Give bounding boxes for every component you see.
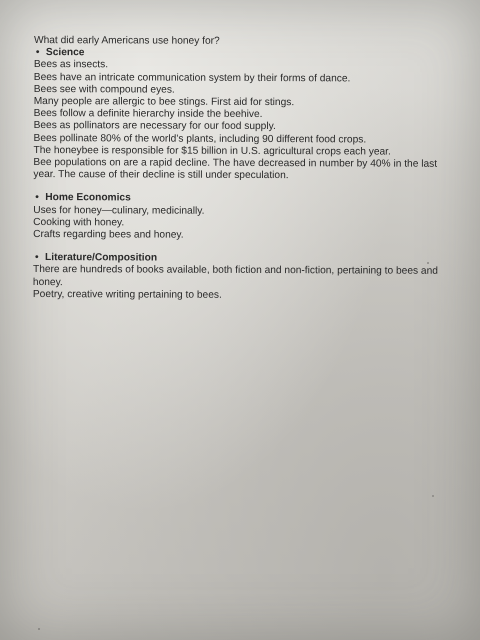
list-item: Bees as insects. <box>33 59 109 71</box>
list-item: There are hundreds of books available, both fiction and non-fiction, pertaining to bees and honey. <box>32 264 438 288</box>
list-item: Cooking with honey. <box>33 216 125 229</box>
bullet-icon: • <box>35 192 39 204</box>
list-item: Bees follow a definite hierarchy inside the beehive. <box>33 108 263 121</box>
list-item: Bees have an intricate communication system by their forms of dance. <box>33 71 351 84</box>
section-home-economics <box>33 192 453 243</box>
list-item: Bees see with compound eyes. <box>33 83 175 96</box>
section-literature-composition <box>33 252 453 303</box>
paper-speck <box>427 262 429 264</box>
list-item: Many people are allergic to bee stings. First aid for stings. <box>33 96 295 109</box>
intro-question: What did early Americans use honey for? <box>33 35 220 47</box>
paper-speck <box>38 628 40 630</box>
list-item: Uses for honey—culinary, medicinally. <box>33 204 205 217</box>
list-item: Poetry, creative writing pertaining to bees. <box>32 288 222 301</box>
paper-speck <box>432 495 434 497</box>
list-item: Bees as pollinators are necessary for our food supply. <box>33 120 276 133</box>
list-item: Bees pollinate 80% of the world’s plants, including 90 different food crops. <box>33 132 367 146</box>
section-heading-label: Literature/Composition <box>45 252 158 264</box>
bullet-icon: • <box>35 47 40 59</box>
section-science <box>33 47 454 183</box>
section-heading-label: Home Economics <box>45 192 131 204</box>
list-item: Bee populations on are a rapid decline. The have decreased in number by 40% in the last year. The cause of their decline is still under speculation. <box>33 157 438 182</box>
document-content <box>33 35 454 303</box>
section-heading-label: Science <box>45 47 85 59</box>
list-item: Crafts regarding bees and honey. <box>33 229 184 241</box>
bullet-icon: • <box>35 252 39 264</box>
list-item: The honeybee is responsible for $15 billion in U.S. agricultural crops each year. <box>33 144 391 158</box>
